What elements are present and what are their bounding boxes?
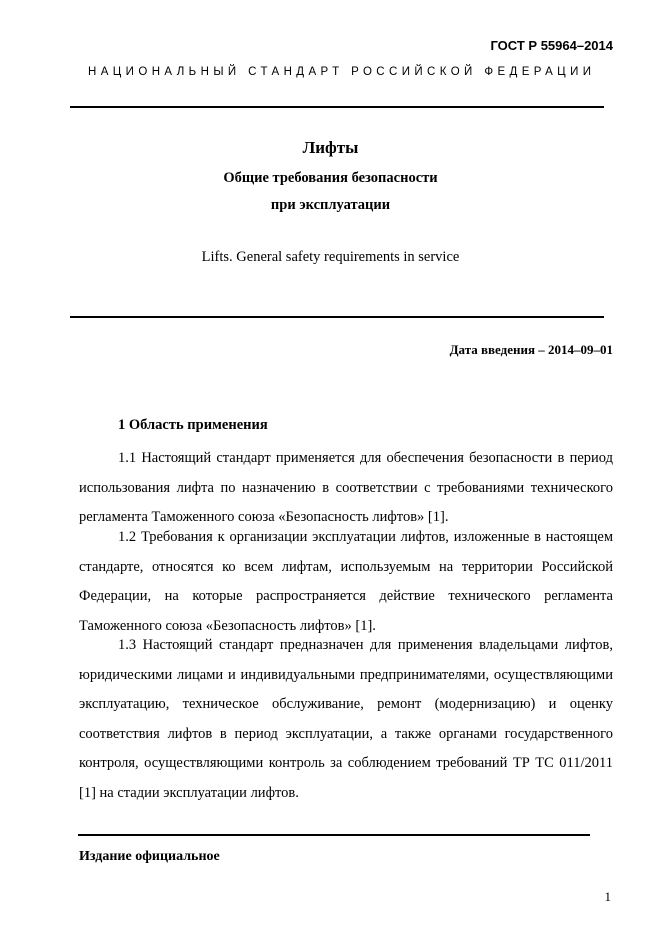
top-divider [70, 106, 604, 108]
english-title: Lifts. General safety requirements in service [201, 249, 460, 265]
national-standard-heading: НАЦИОНАЛЬНЫЙ СТАНДАРТ РОССИЙСКОЙ ФЕДЕРАЦИИ [88, 66, 596, 78]
section-heading: 1 Область применения [118, 417, 268, 433]
paragraph-1-2 [79, 523, 613, 641]
paragraph-text: 1.1 Настоящий стандарт применяется для обеспечения безопасности в период использования лифта по назначению в соответствии с требованиями технического регламента Таможенного союза «Безопасность лифтов» [1]. [79, 450, 613, 526]
document-title: Лифты [302, 138, 359, 157]
standard-code: ГОСТ Р 55964–2014 [490, 38, 613, 53]
title-divider [70, 316, 604, 318]
edition-label: Издание официальное [79, 849, 220, 864]
paragraph-1-3 [79, 631, 613, 809]
paragraph-text: 1.2 Требования к организации эксплуатации лифтов, изложенные в настоящем стандарте, относятся ко всем лифтам, используемым на территории Российской Федерации, на которые распространяется действие технического регламента Таможенного союза «Безопасность лифтов» [1]. [79, 529, 613, 634]
paragraph-1-1 [79, 444, 613, 533]
document-subtitle-line-1: Общие требования безопасности [223, 170, 438, 186]
introduction-date: Дата введения – 2014–09–01 [449, 342, 613, 357]
footer-divider [78, 834, 590, 836]
document-subtitle-line-2: при эксплуатации [270, 197, 391, 213]
page-number: 1 [604, 889, 611, 904]
paragraph-text: 1.3 Настоящий стандарт предназначен для применения владельцами лифтов, юридическими лицами и индивидуальными предпринимателями, осуществляющими эксплуатацию, техническое обслуживание, ремонт (модернизацию) и оценку соответствия лифтов в период эксплуатации, а также органами государственного контроля, осуществляющими контроль за соблюдением требований ТР ТС 011/2011 [1] на стадии эксплуатации лифтов. [79, 637, 613, 801]
